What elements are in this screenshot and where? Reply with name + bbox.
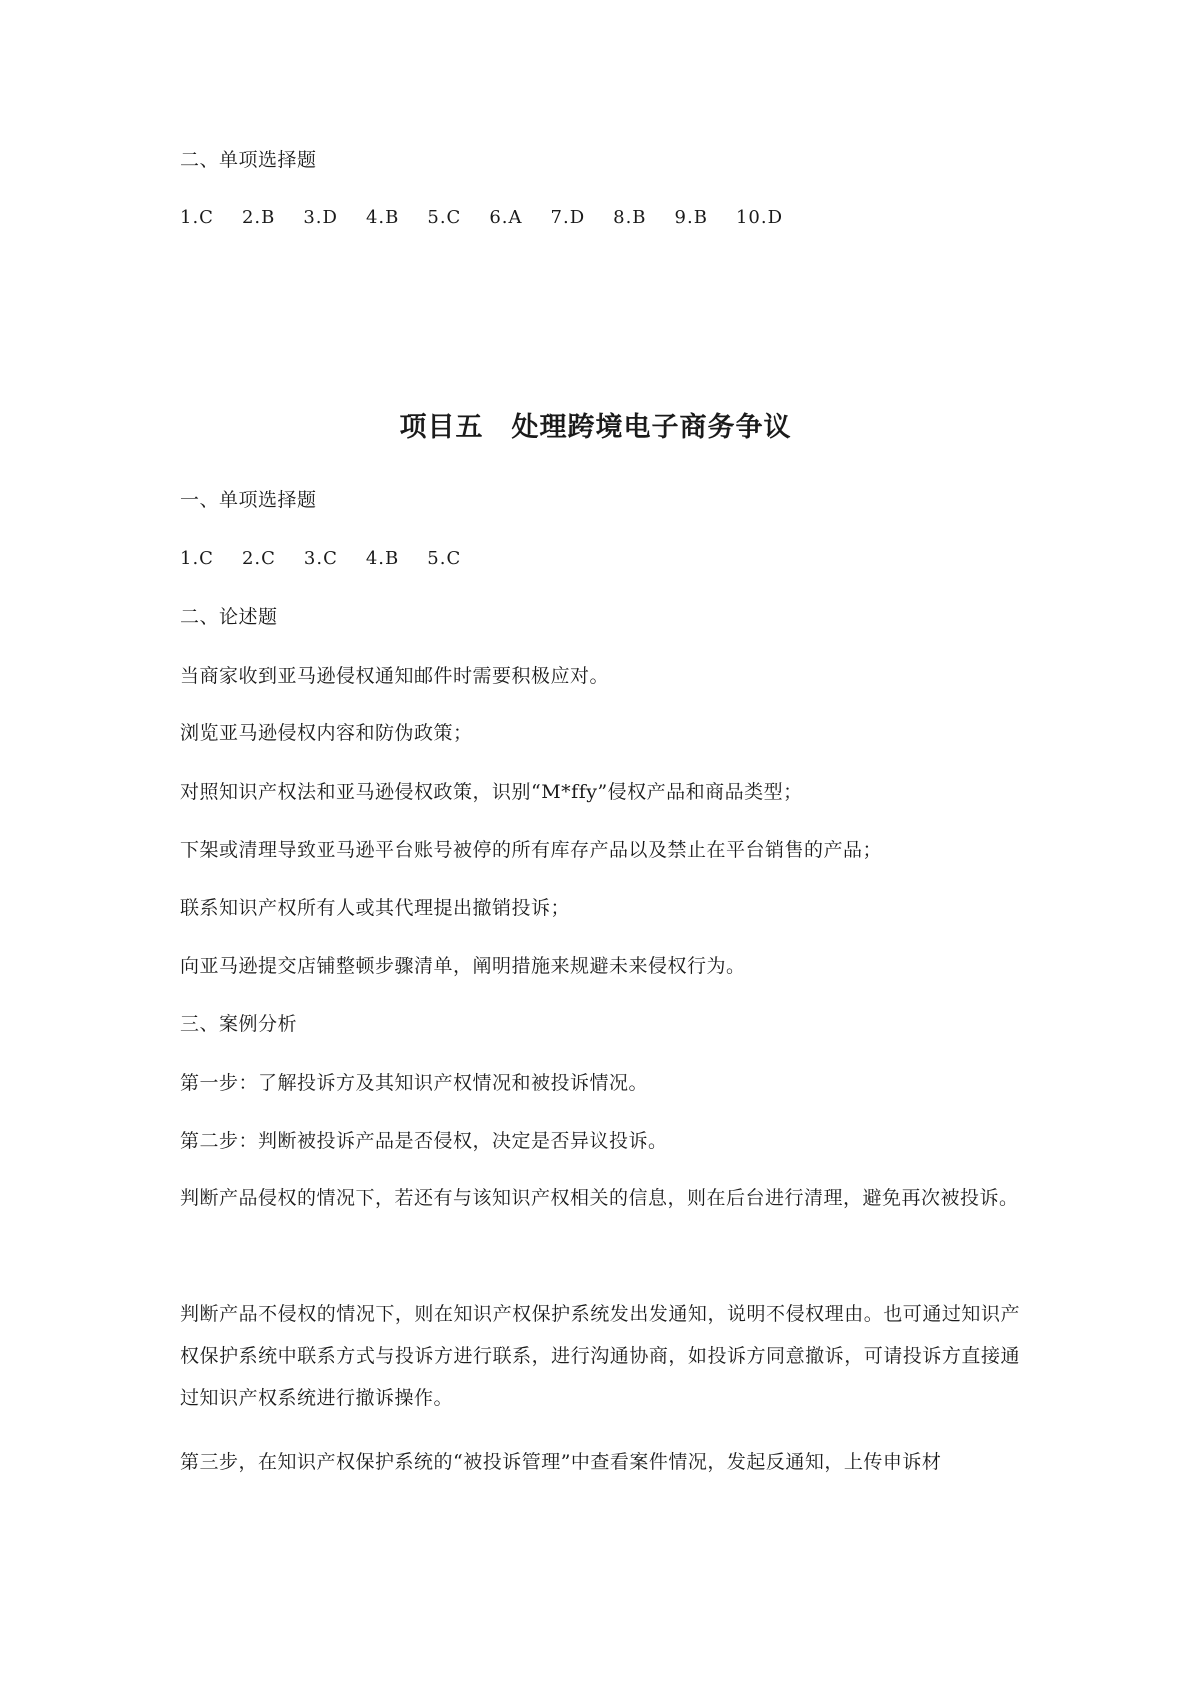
case-step-2: 第二步：判断被投诉产品是否侵权，决定是否异议投诉。 (180, 1130, 668, 1152)
essay-line: 对照知识产权法和亚马逊侵权政策，识别“M*ffy”侵权产品和商品类型； (180, 781, 803, 803)
essay-line: 下架或清理导致亚马逊平台账号被停的所有库存产品以及禁止在平台销售的产品； (180, 839, 883, 861)
answer-item: 3.D (303, 207, 338, 228)
project-title: 项目五 处理跨境电子商务争议 (399, 412, 792, 443)
case-step-1: 第一步：了解投诉方及其知识产权情况和被投诉情况。 (180, 1072, 649, 1094)
answer-item: 6.A (489, 207, 523, 228)
answer-item: 3.C (303, 548, 338, 569)
answer-item: 2.C (241, 548, 276, 569)
case-paragraph-not-infringing: 判断产品不侵权的情况下，则在知识产权保护系统发出发通知，说明不侵权理由。也可通过知识产权保护系统中联系方式与投诉方进行联系，进行沟通协商，如投诉方同意撤诉，可请投诉方直接通过知识产权系统进行撤诉操作。 (180, 1303, 1020, 1409)
answer-item: 4.B (365, 207, 400, 228)
section3-heading: 三、案例分析 (180, 1013, 298, 1035)
answer-item: 7.D (550, 207, 586, 228)
answer-item: 5.C (427, 548, 462, 569)
answer-item: 5.C (427, 207, 462, 228)
answer-item: 8.B (613, 207, 647, 228)
case-step-3: 第三步，在知识产权保护系统的“被投诉管理”中查看案件情况，发起反通知，上传申诉材 (180, 1451, 942, 1473)
answer-item: 1.C (180, 548, 214, 569)
answer-item: 1.C (180, 207, 214, 228)
essay-line: 当商家收到亚马逊侵权通知邮件时需要积极应对。 (180, 665, 610, 687)
essay-line: 向亚马逊提交店铺整顿步骤清单，阐明措施来规避未来侵权行为。 (180, 955, 746, 977)
case-paragraph-infringing: 判断产品侵权的情况下，若还有与该知识产权相关的信息，则在后台进行清理，避免再次被投诉。 (180, 1187, 1019, 1209)
prev-answer-list (180, 206, 811, 230)
answer-item: 2.B (241, 207, 276, 228)
section1-answer-list (180, 547, 489, 571)
answer-item: 4.B (365, 548, 400, 569)
section1-heading: 一、单项选择题 (180, 489, 317, 511)
answer-item: 9.B (674, 207, 708, 228)
answer-item: 10.D (735, 207, 783, 228)
essay-line: 浏览亚马逊侵权内容和防伪政策； (180, 722, 473, 744)
prev-section-heading: 二、单项选择题 (180, 149, 317, 171)
essay-line: 联系知识产权所有人或其代理提出撤销投诉； (180, 897, 571, 919)
section2-heading: 二、论述题 (180, 606, 278, 628)
